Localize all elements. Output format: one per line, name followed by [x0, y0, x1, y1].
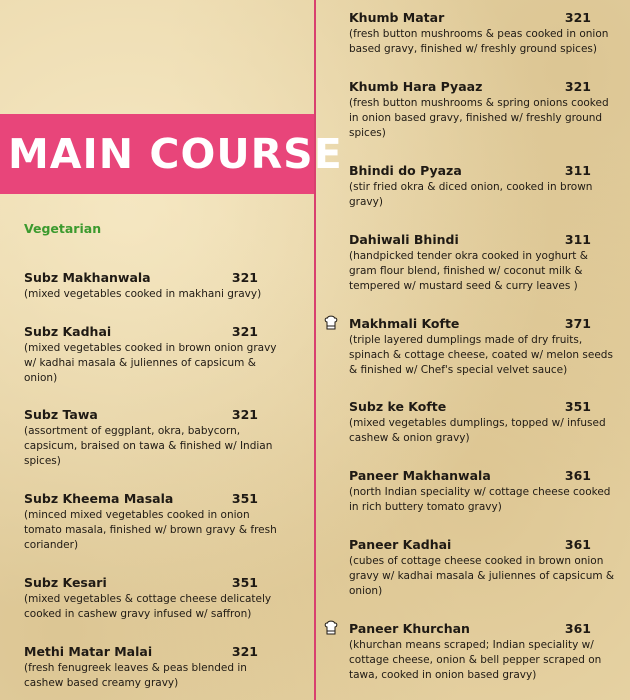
category-heading: Vegetarian [24, 221, 102, 236]
item-name: Paneer Kadhai [349, 537, 452, 552]
item-description: (fresh button mushrooms & peas cooked in onion based gravy, finished w/ freshly ground spices) [349, 28, 609, 55]
item-price: 351 [231, 575, 258, 590]
item-price: 351 [564, 399, 591, 414]
item-name: Khumb Matar [349, 10, 445, 25]
menu-item [24, 490, 286, 553]
item-price: 311 [564, 163, 591, 178]
item-description: (cubes of cottage cheese cooked in brown onion gravy w/ kadhai masala & juliennes of capsicum & onion) [349, 555, 615, 597]
menu-item [349, 536, 617, 599]
menu-item [349, 467, 617, 515]
item-name: Subz Kheema Masala [24, 491, 174, 506]
item-name: Methi Matar Malai [24, 644, 153, 659]
item-price: 371 [564, 316, 591, 331]
item-name: Makhmali Kofte [349, 316, 460, 331]
item-price: 321 [231, 324, 258, 339]
item-name: Subz Kadhai [24, 324, 112, 339]
item-price: 321 [564, 10, 591, 25]
item-price: 361 [564, 468, 591, 483]
menu-item [349, 315, 617, 378]
menu-item [24, 269, 286, 302]
item-description: (north Indian speciality w/ cottage cheese cooked in rich buttery tomato gravy) [349, 486, 611, 513]
item-price: 361 [564, 537, 591, 552]
chef-hat-icon [324, 315, 338, 331]
item-price: 351 [231, 491, 258, 506]
item-description: (assortment of eggplant, okra, babycorn, capsicum, braised on tawa & finished w/ Indian spices) [24, 425, 273, 467]
menu-item [24, 574, 286, 622]
item-name: Bhindi do Pyaza [349, 163, 462, 178]
item-name: Dahiwali Bhindi [349, 232, 459, 247]
item-price: 321 [231, 407, 258, 422]
item-description: (minced mixed vegetables cooked in onion tomato masala, finished w/ brown gravy & fresh coriander) [24, 509, 277, 551]
page-title: MAIN COURSE [8, 130, 343, 178]
menu-item [349, 231, 617, 294]
item-name: Khumb Hara Pyaaz [349, 79, 483, 94]
item-description: (mixed vegetables cooked in makhani gravy) [24, 288, 262, 300]
item-name: Paneer Khurchan [349, 621, 470, 636]
item-description: (mixed vegetables dumplings, topped w/ infused cashew & onion gravy) [349, 417, 606, 444]
item-description: (khurchan means scraped; Indian speciality w/ cottage cheese, onion & bell pepper scraped on tawa, cooked in onion based gravy) [349, 639, 602, 681]
menu-item [24, 406, 286, 469]
item-price: 321 [231, 270, 258, 285]
item-description: (fresh fenugreek leaves & peas blended in cashew based creamy gravy) [24, 662, 247, 689]
menu-item [24, 323, 286, 386]
item-name: Subz Makhanwala [24, 270, 151, 285]
item-price: 321 [564, 79, 591, 94]
menu-item [24, 643, 286, 691]
menu-item [349, 162, 617, 210]
item-name: Subz Tawa [24, 407, 98, 422]
item-price: 321 [231, 644, 258, 659]
item-name: Subz ke Kofte [349, 399, 447, 414]
menu-item [349, 620, 617, 683]
section-banner [0, 114, 343, 194]
item-price: 311 [564, 232, 591, 247]
menu-item [349, 78, 617, 141]
item-description: (mixed vegetables & cottage cheese delicately cooked in cashew gravy infused w/ saffron) [24, 593, 272, 620]
item-description: (fresh button mushrooms & spring onions cooked in onion based gravy, finished w/ freshly ground spices) [349, 97, 609, 139]
item-name: Paneer Makhanwala [349, 468, 491, 483]
column-divider [314, 0, 316, 700]
chef-hat-icon [324, 620, 338, 636]
item-name: Subz Kesari [24, 575, 107, 590]
item-description: (mixed vegetables cooked in brown onion gravy w/ kadhai masala & juliennes of capsicum & onion) [24, 342, 277, 384]
item-description: (stir fried okra & diced onion, cooked in brown gravy) [349, 181, 593, 208]
item-description: (triple layered dumplings made of dry fruits, spinach & cottage cheese, coated w/ melon seeds & finished w/ Chef's special velvet sauce) [349, 334, 613, 376]
menu-item [349, 398, 617, 446]
menu-item [349, 9, 617, 57]
item-description: (handpicked tender okra cooked in yoghurt & gram flour blend, finished w/ coconut milk & tempered w/ mustard seed & curry leaves ) [349, 250, 588, 292]
item-price: 361 [564, 621, 591, 636]
